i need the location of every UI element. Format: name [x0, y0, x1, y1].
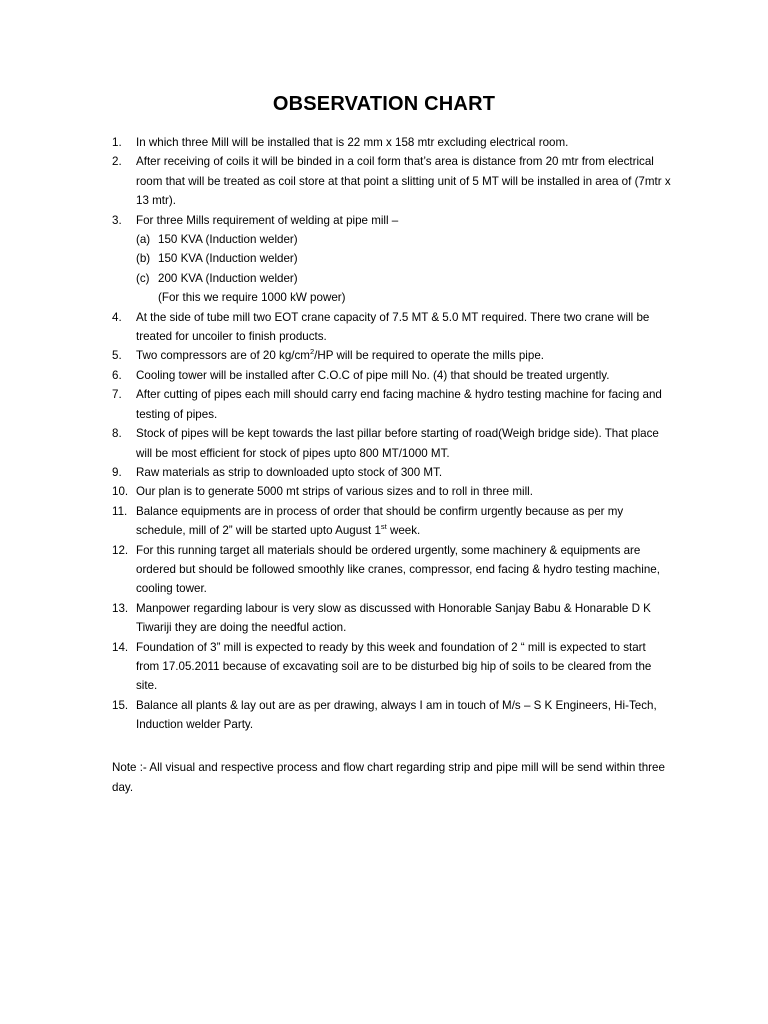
- item-number: 7.: [112, 388, 122, 402]
- list-item: [112, 424, 672, 463]
- list-item: [112, 463, 672, 482]
- list-item: [112, 638, 672, 696]
- item-number: 15.: [112, 698, 129, 712]
- item-text: At the side of tube mill two EOT crane capacity of 7.5 MT & 5.0 MT required. There two crane will be treated for uncoiler to finish products.: [136, 310, 650, 344]
- item-text: Our plan is to generate 5000 mt strips of various sizes and to roll in three mill.: [136, 485, 533, 499]
- closing-note: Note :- All visual and respective process and flow chart regarding strip and pipe mill will be send within three day.: [112, 760, 665, 794]
- sub-list-item: [136, 230, 672, 249]
- welder-sublist: [136, 230, 672, 308]
- item-text: Stock of pipes will be kept towards the last pillar before starting of road(Weigh bridge side). That place will be most efficient for stock of pipes upto 800 MT/1000 MT.: [136, 427, 659, 460]
- sub-list-item: [136, 249, 672, 268]
- item-text-end: /HP will be required to operate the mills pipe.: [314, 349, 544, 363]
- sub-list-item: [136, 269, 672, 288]
- item-text-end: week.: [386, 524, 421, 538]
- list-item: [112, 133, 672, 152]
- item-text: Raw materials as strip to downloaded upto stock of 300 MT.: [136, 465, 443, 479]
- sub-item-text: 150 KVA (Induction welder): [158, 252, 298, 266]
- sub-item-marker: (c): [136, 271, 150, 285]
- item-text-start: Two compressors are of 20 kg/cm: [136, 349, 310, 363]
- list-item: [112, 152, 672, 210]
- item-text: Cooling tower will be installed after C.O.C of pipe mill No. (4) that should be treated urgently.: [136, 368, 610, 382]
- item-number: 13.: [112, 601, 129, 615]
- item-text: In which three Mill will be installed that is 22 mm x 158 mtr excluding electrical room.: [136, 136, 569, 149]
- item-text: Manpower regarding labour is very slow as discussed with Honorable Sanjay Babu & Honarable D K Tiwariji they are doing the needful action.: [136, 601, 651, 635]
- list-item: [112, 346, 672, 365]
- item-text: For three Mills requirement of welding at pipe mill –: [136, 213, 399, 227]
- list-item: [112, 211, 672, 308]
- item-number: 2.: [112, 155, 122, 169]
- document-title: OBSERVATION CHART: [272, 93, 496, 115]
- observation-list: [112, 133, 672, 735]
- superscript: 2: [309, 347, 315, 357]
- sub-item-marker: (b): [136, 252, 151, 266]
- sub-item-text: 200 KVA (Induction welder): [158, 271, 298, 285]
- item-number: 6.: [112, 368, 122, 382]
- item-number: 12.: [112, 543, 129, 557]
- item-text: After receiving of coils it will be binded in a coil form that’s area is distance from 20 mtr from electrical room that will be treated as coil store at that point a slitting unit of 5 MT will be installed in area of (7mtr x 13 mtr).: [136, 155, 671, 208]
- list-item: [112, 308, 672, 347]
- item-text: For this running target all materials should be ordered urgently, some machinery & equipments are ordered but should be followed smoothly like cranes, compressor, end facing & hydro testing machine, cooling tower.: [136, 543, 660, 596]
- item-number: 9.: [112, 465, 122, 479]
- list-item: [112, 385, 672, 424]
- sub-item-marker: (a): [136, 233, 151, 247]
- sub-item-text: 150 KVA (Induction welder): [158, 233, 298, 247]
- list-item: [112, 366, 672, 385]
- item-text-start: Balance equipments are in process of order that should be confirm urgently because as per my schedule, mill of 2” will be started upto August 1: [136, 504, 624, 538]
- item-text: Balance all plants & lay out are as per drawing, always I am in touch of M/s – S K Engineers, Hi-Tech, Induction welder Party.: [136, 698, 657, 732]
- item-number: 3.: [112, 213, 122, 227]
- item-number: 5.: [112, 349, 122, 363]
- item-number: 1.: [112, 136, 122, 149]
- item-number: 4.: [112, 310, 122, 324]
- item-number: 10.: [112, 485, 129, 499]
- item-text: After cutting of pipes each mill should carry end facing machine & hydro testing machine for facing and testing of pipes.: [136, 388, 662, 421]
- list-item: [112, 599, 672, 638]
- list-item: [112, 482, 672, 501]
- item-text: Foundation of 3” mill is expected to ready by this week and foundation of 2 “ mill is expected to start from 17.05.2011 because of excavating soil are to be disturbed big hip of soils to be cleared from the site.: [136, 640, 652, 693]
- list-item: [112, 696, 672, 735]
- list-item: [112, 541, 672, 599]
- power-requirement-note: (For this we require 1000 kW power): [158, 291, 346, 305]
- superscript: st: [380, 522, 387, 532]
- list-item: [112, 502, 672, 541]
- item-number: 11.: [112, 504, 128, 518]
- item-number: 14.: [112, 640, 129, 654]
- item-number: 8.: [112, 427, 122, 441]
